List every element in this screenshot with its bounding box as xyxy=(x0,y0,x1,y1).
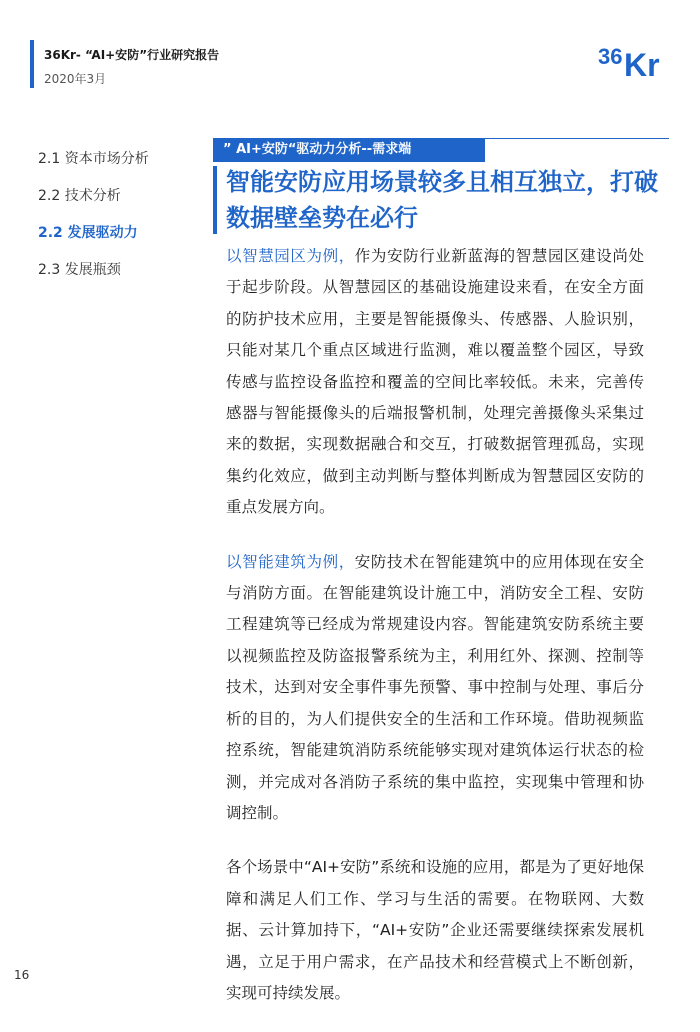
paragraph-smart-building xyxy=(226,547,644,830)
paragraph-text: 安防技术在智能建筑中的应用体现在安全与消防方面。在智能建筑设计施工中，消防安全工程、安防工程建筑等已经成为常规建设内容。智能建筑安防系统主要以视频监控及防盗报警系统为主，利用红外、探测、控制等技术，达到对安全事件事先预警、事中控制与处理、事后分析的目的，为人们提供安全的生活和工作环境。借助视频监控系统，智能建筑消防系统能够实现对建筑体运行状态的检测，并完成对各消防子系统的集中监控，实现集中管理和协调控制。 xyxy=(226,552,644,822)
paragraph-text: 各个场景中“AI+安防”系统和设施的应用，都是为了更好地保障和满足人们工作、学习与生活的需要。在物联网、大数据、云计算加持下，“AI+安防”企业还需要继续探索发展机遇，立足于用户需求，在产品技术和经营模式上不断创新，实现可持续发展。 xyxy=(226,858,644,1002)
paragraph-conclusion xyxy=(226,852,644,1009)
toc-item-capital-market[interactable]: 2.1 资本市场分析 xyxy=(38,151,149,167)
paragraph-smart-park xyxy=(226,241,644,524)
36kr-logo xyxy=(598,38,670,80)
heading-accent-bar xyxy=(213,166,217,234)
report-date: 2020年3月 xyxy=(44,72,107,86)
report-title: 36Kr- “AI+安防”行业研究报告 xyxy=(44,48,220,62)
toc-item-bottleneck[interactable]: 2.3 发展瓶颈 xyxy=(38,262,121,278)
table-of-contents xyxy=(38,150,198,298)
section-tag: ” AI+安防“驱动力分析--需求端 xyxy=(213,138,485,162)
paragraph-lead: 以智慧园区为例， xyxy=(226,247,355,265)
page-number: 16 xyxy=(14,968,30,982)
body-text xyxy=(226,241,644,1032)
paragraph-text: 作为安防行业新蓝海的智慧园区建设尚处于起步阶段。从智慧园区的基础设施建设来看，在安全方面的防护技术应用，主要是智能摄像头、传感器、人脸识别，只能对某几个重点区域进行监测，难以覆盖整个园区，导致传感与监控设备监控和覆盖的空间比率较低。未来，完善传感器与智能摄像头的后端报警机制，处理完善摄像头采集过来的数据，实现数据融合和交互，打破数据管理孤岛，实现集约化效应，做到主动判断与整体判断成为智慧园区安防的重点发展方向。 xyxy=(226,247,644,517)
logo-text-kr: Kr xyxy=(624,47,660,80)
header-accent-bar xyxy=(30,40,34,88)
toc-item-technology[interactable]: 2.2 技术分析 xyxy=(38,188,121,204)
toc-item-driving-force[interactable]: 2.2 发展驱动力 xyxy=(38,225,138,241)
page-heading: 智能安防应用场景较多且相互独立，打破数据壁垒势在必行 xyxy=(226,168,658,232)
logo-text-36: 36 xyxy=(598,44,623,69)
paragraph-lead: 以智能建筑为例， xyxy=(226,552,355,571)
